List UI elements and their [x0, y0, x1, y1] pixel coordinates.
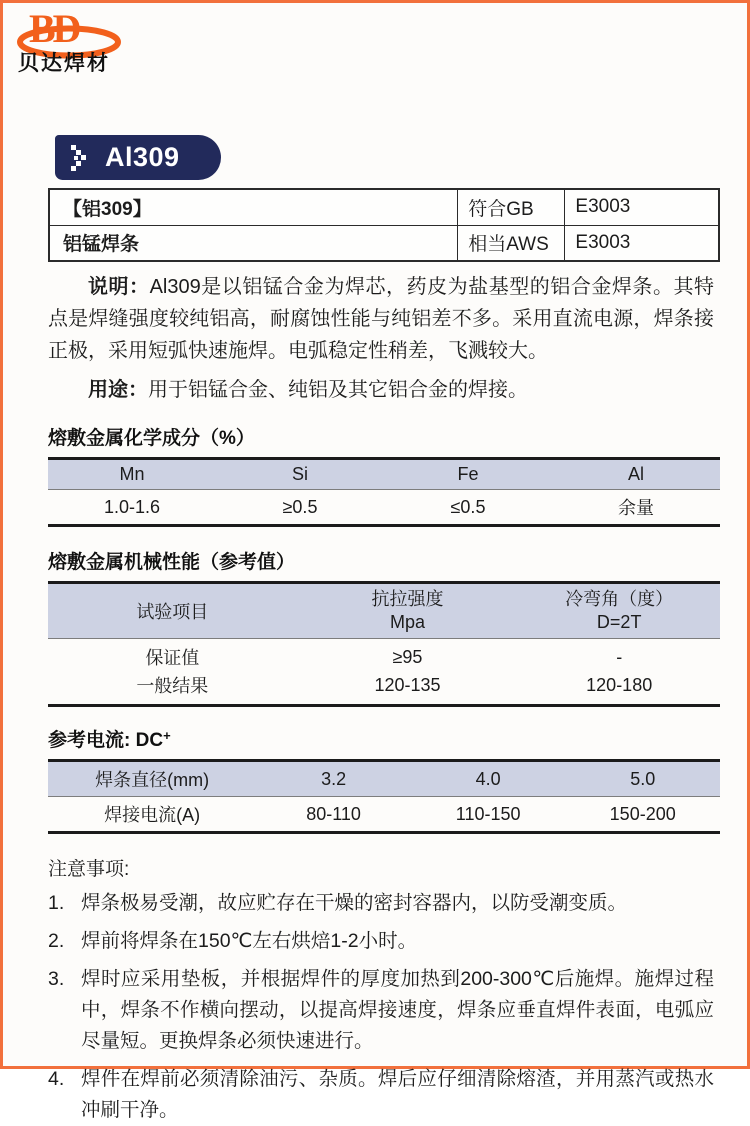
diameter-value: 4.0 [411, 761, 566, 797]
table-row [49, 225, 719, 261]
note-text: 焊条极易受潮，故应贮存在干燥的密封容器内，以防受潮变质。 [81, 892, 628, 914]
mech-item: 保证值 [145, 648, 200, 668]
chem-value: ≥0.5 [282, 496, 318, 517]
mech-bend: - [616, 646, 623, 667]
chevron-right-icon [71, 145, 87, 171]
brand-logo [17, 6, 237, 75]
mech-item: 一般结果 [136, 676, 209, 696]
product-info-table [48, 188, 720, 262]
table-row [48, 639, 720, 672]
diameter-label: 焊条直径(mm) [48, 761, 256, 797]
current-section-title: 参考电流: DC+ [48, 728, 171, 751]
note-number: 2. [48, 930, 65, 952]
model-badge [55, 135, 221, 180]
note-text: 焊时应采用垫板，并根据焊件的厚度加热到200-300℃后施焊。施焊过程中，焊条不作横向摆动，以提高焊接速度，焊条应垂直焊件表面，电弧应尽量短。更换焊条必须快速进行。 [81, 968, 714, 1052]
table-row [48, 797, 720, 833]
table-row [48, 671, 720, 706]
diameter-value: 3.2 [256, 761, 411, 797]
description-paragraph [48, 271, 714, 367]
notes-title: 注意事项: [48, 859, 130, 880]
note-number: 1. [48, 892, 65, 914]
standard-grade: E3003 [565, 225, 719, 261]
chem-header: Al [552, 459, 720, 490]
mech-header-bend: 冷弯角（度） D=2T [518, 583, 720, 639]
description-label: 说明： [88, 276, 150, 298]
note-text: 焊前将焊条在150℃左右烘焙1-2小时。 [81, 930, 418, 952]
mech-header-item: 试验项目 [48, 583, 297, 639]
chem-value: 1.0-1.6 [103, 496, 161, 517]
dc-plus-sup: + [163, 728, 171, 743]
chem-value: 余量 [618, 498, 654, 518]
current-value: 150-200 [609, 803, 676, 824]
standard-label: 符合GB [458, 189, 565, 225]
mechanical-properties-table [48, 581, 720, 707]
company-name: 贝达焊材 [18, 52, 110, 75]
table-row [48, 490, 720, 526]
chem-header: Fe [384, 459, 552, 490]
current-label: 焊接电流(A) [104, 805, 201, 825]
description-text: Al309是以铝锰合金为焊芯，药皮为盐基型的铝合金焊条。其特点是焊缝强度较纯铝高，耐腐蚀性能与纯铝差不多。采用直流电源，焊条接正极，采用短弧快速施焊。电弧稳定性稍差，飞溅较大。 [48, 276, 714, 362]
table-header-row [48, 761, 720, 797]
usage-paragraph [48, 374, 714, 406]
welding-current-table [48, 759, 720, 834]
note-item [48, 888, 714, 919]
standard-label: 相当AWS [458, 225, 565, 261]
table-row [49, 189, 719, 225]
mech-tensile: ≥95 [392, 646, 423, 667]
mech-header-tensile: 抗拉强度 Mpa [297, 583, 519, 639]
standard-grade: E3003 [565, 189, 719, 225]
product-name-cn: 【铝309】 [49, 189, 458, 225]
note-text: 焊件在焊前必须清除油污、杂质。焊后应仔细清除熔渣，并用蒸汽或热水冲刷干净。 [81, 1068, 714, 1121]
note-item [48, 1064, 714, 1126]
chemical-composition-table [48, 457, 720, 527]
logo-text: BD [29, 6, 79, 51]
usage-text: 用于铝锰合金、纯铝及其它铝合金的焊接。 [148, 379, 528, 401]
chem-header: Si [216, 459, 384, 490]
table-header-row [48, 459, 720, 490]
note-number: 3. [48, 968, 65, 990]
usage-label: 用途： [88, 379, 148, 401]
mech-tensile: 120-135 [374, 674, 441, 695]
chemistry-section-title: 熔敷金属化学成分（%） [48, 428, 255, 449]
diameter-value: 5.0 [565, 761, 720, 797]
note-item [48, 964, 714, 1057]
note-number: 4. [48, 1068, 65, 1090]
table-header-row [48, 583, 720, 639]
mechanical-section-title: 熔敷金属机械性能（参考值） [48, 552, 296, 573]
model-number: Al309 [105, 142, 180, 172]
current-value: 110-150 [455, 803, 521, 824]
chem-header: Mn [48, 459, 216, 490]
note-item [48, 926, 714, 957]
current-value: 80-110 [306, 803, 361, 824]
product-type: 铝锰焊条 [49, 225, 458, 261]
chem-value: ≤0.5 [450, 496, 486, 517]
mech-bend: 120-180 [586, 674, 653, 695]
